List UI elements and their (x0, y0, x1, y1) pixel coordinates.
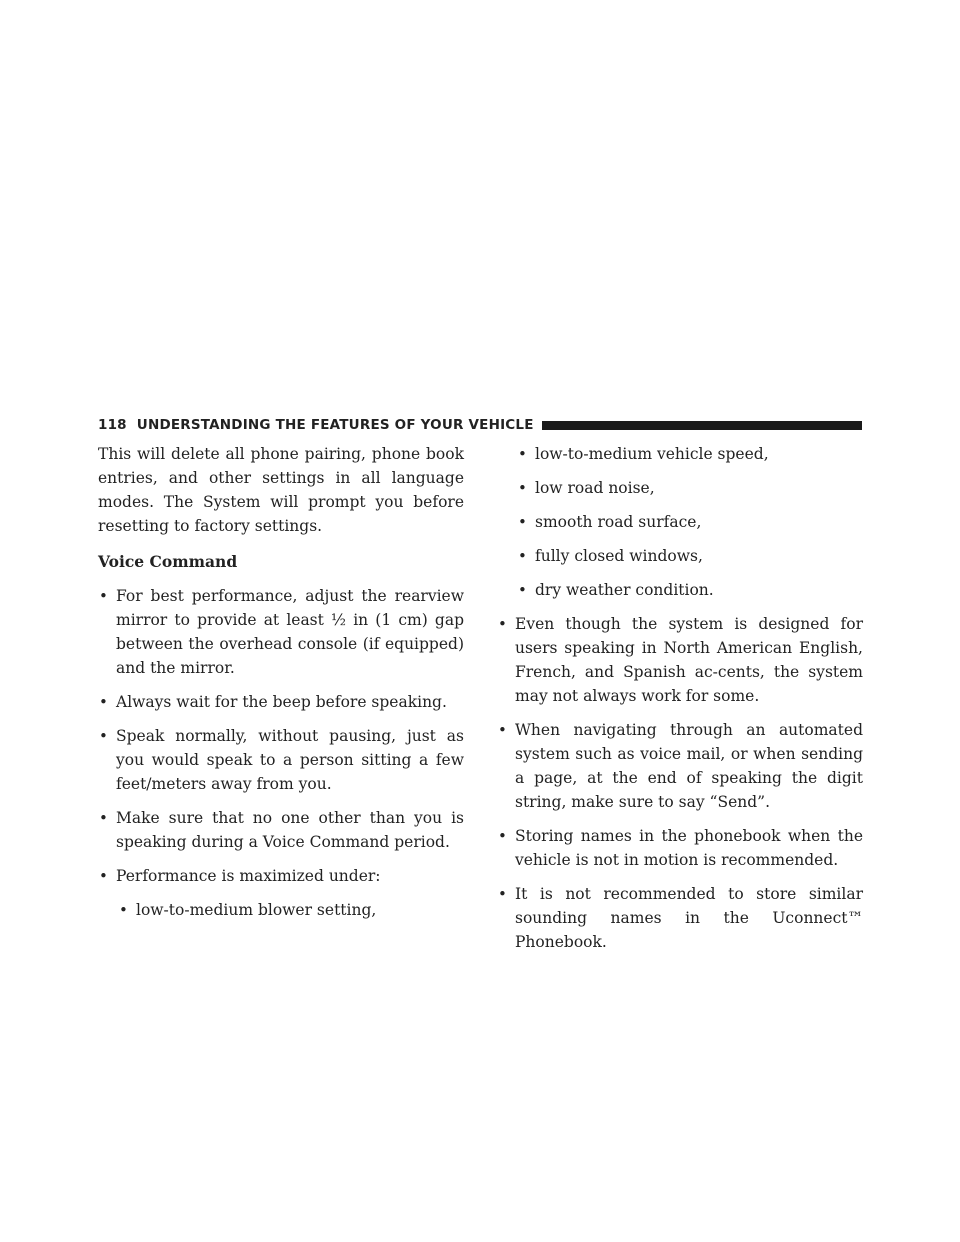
list-item-text: Make sure that no one other than you is speaking during a Voice Command period. (116, 809, 464, 851)
list-item-text: Speak normally, without pausing, just as you would speak to a person sitting a few feet/meters away from you. (116, 727, 464, 793)
bullet-icon: • (518, 513, 527, 531)
page-header (98, 414, 862, 436)
list-item-text: Performance is maximized under: (116, 867, 381, 885)
list-item-text: low-to-medium vehicle speed, (535, 445, 769, 463)
left-column (98, 442, 464, 922)
list-item-text: Always wait for the beep before speaking. (116, 693, 447, 711)
list-item-text: smooth road surface, (535, 513, 702, 531)
sub-list-item (517, 476, 863, 500)
list-item (98, 806, 464, 854)
list-item (497, 882, 863, 954)
list-item-text: fully closed windows, (535, 547, 703, 565)
list-item (497, 824, 863, 872)
bullet-icon: • (518, 479, 527, 497)
bullet-icon: • (518, 581, 527, 599)
sub-list-item (517, 442, 863, 466)
list-item (497, 612, 863, 708)
list-item-text: low-to-medium blower setting, (136, 901, 377, 919)
intro-paragraph: This will delete all phone pairing, phone book entries, and other settings in all language modes. The System will prompt you before resetting to factory settings. (98, 445, 464, 535)
bullet-icon: • (99, 809, 108, 827)
list-item-text: Even though the system is designed for users speaking in North American English, French, and Spanish ac-cents, the system may not always work for some. (515, 615, 863, 705)
bullet-icon: • (498, 827, 507, 845)
bullet-icon: • (99, 693, 108, 711)
header-rule (542, 421, 862, 430)
list-item (98, 724, 464, 796)
section-title: UNDERSTANDING THE FEATURES OF YOUR VEHICLE (136, 417, 534, 433)
bullet-icon: • (99, 587, 108, 605)
list-item-text: It is not recommended to store similar sounding names in the Uconnect™ Phonebook. (515, 885, 863, 951)
voice-command-heading: Voice Command (98, 552, 238, 571)
bullet-icon: • (518, 445, 527, 463)
sub-list-item (517, 510, 863, 534)
list-item (497, 718, 863, 814)
right-column (497, 442, 863, 954)
bullet-icon: • (99, 867, 108, 885)
bullet-icon: • (498, 885, 507, 903)
bullet-icon: • (99, 727, 108, 745)
sub-list-item (118, 898, 464, 922)
list-item-text: low road noise, (535, 479, 655, 497)
list-item (98, 690, 464, 714)
sub-list-item (517, 578, 863, 602)
list-item-text: dry weather condition. (535, 581, 714, 599)
page-number: 118 (98, 417, 127, 433)
bullet-icon: • (119, 901, 128, 919)
list-item (98, 584, 464, 680)
list-item-text: For best performance, adjust the rearview mirror to provide at least ½ in (1 cm) gap between the overhead console (if equipped) and the mirror. (116, 587, 464, 677)
list-item-text: When navigating through an automated system such as voice mail, or when sending a page, at the end of speaking the digit string, make sure to say “Send”. (515, 721, 863, 811)
bullet-icon: • (498, 721, 507, 739)
bullet-icon: • (518, 547, 527, 565)
bullet-icon: • (498, 615, 507, 633)
list-item-text: Storing names in the phonebook when the vehicle is not in motion is recommended. (515, 827, 863, 869)
list-item (98, 864, 464, 888)
sub-list-item (517, 544, 863, 568)
